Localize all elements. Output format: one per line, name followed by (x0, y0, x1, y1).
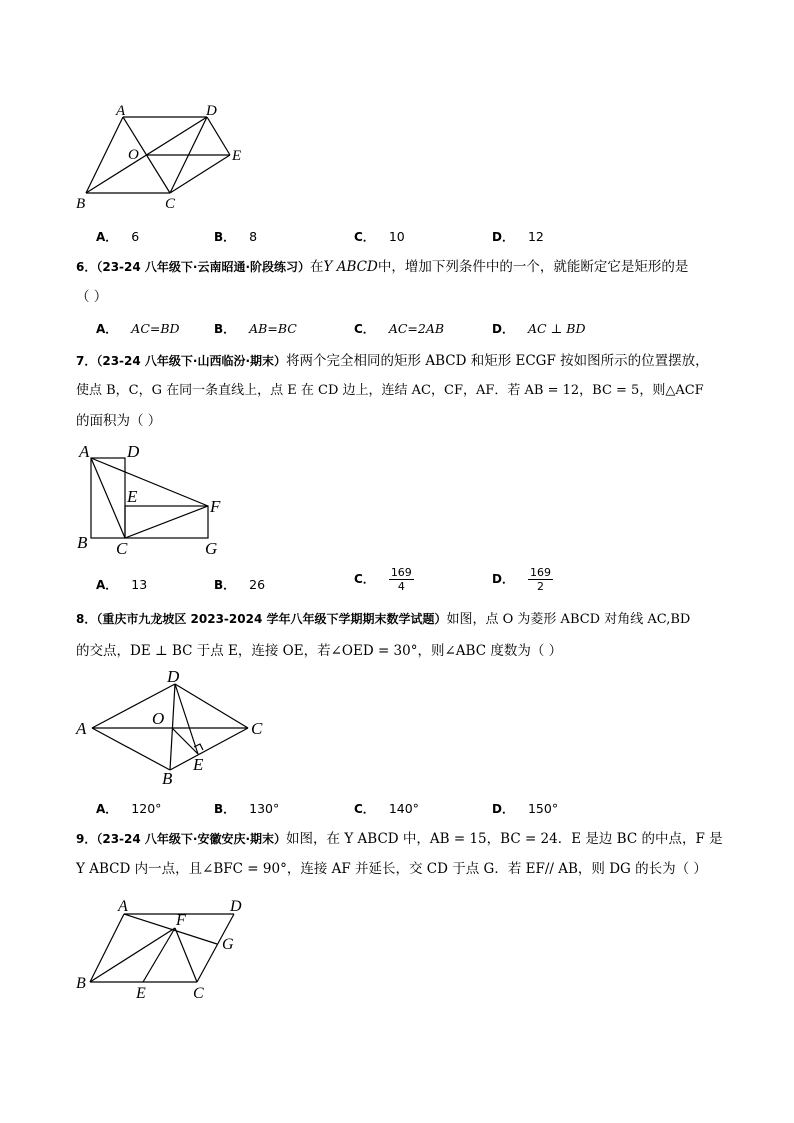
label-D: D (127, 442, 140, 461)
q8-number: 8． (76, 612, 97, 626)
q5-option-d[interactable]: D． 12 (492, 229, 544, 244)
q7-option-c[interactable]: C． $\frac{169}{4}$ (354, 566, 412, 593)
label-G: G (205, 539, 218, 558)
q6-source: （23-24 八年级下·云南昭通·阶段练习） (96, 260, 311, 274)
q7-option-d-fraction: $\frac{169}{2}$ (529, 566, 551, 593)
q9-source: （23-24 八年级下·安徽安庆·期末） (96, 832, 287, 846)
figure-q9 (72, 892, 262, 1004)
edge-DC (175, 684, 248, 728)
q5-option-b[interactable]: B． 8 (214, 229, 258, 244)
label-A: A (118, 898, 128, 915)
q7-stem-line2: 使点 B，C，G 在同一条直线上，点 E 在 CD 边上，连结 AC，CF，AF．若 AB = 12，BC = 5，则△ACF (76, 383, 704, 398)
q5-option-a[interactable]: A． 6 (96, 229, 140, 244)
q8-option-a[interactable]: A． 120° (96, 801, 162, 816)
q6-option-a[interactable]: A． AC=BD (96, 321, 180, 336)
label-D: D (167, 668, 180, 686)
seg-AG (124, 914, 217, 944)
label-C: C (193, 985, 204, 1002)
q6-option-d[interactable]: D． AC ⊥ BD (492, 321, 586, 336)
q6-answer-paren: （ ） (76, 289, 108, 305)
q7-option-d[interactable]: D． $\frac{169}{2}$ (492, 566, 551, 593)
label-D: D (206, 103, 217, 119)
label-C: C (116, 539, 128, 558)
q8-source: （重庆市九龙坡区 2023-2024 学年八年级下学期期末数学试题） (96, 612, 447, 626)
label-F: F (176, 912, 186, 929)
q7-stem-line3: 的面积为（ ） (76, 413, 162, 429)
label-A: A (76, 719, 87, 738)
seg-EF (143, 928, 175, 982)
q6-number: 6． (76, 260, 97, 274)
q7-option-a[interactable]: A． 13 (96, 577, 148, 592)
q6-shape: Y ABCD (323, 259, 378, 275)
edge-DE (207, 117, 230, 155)
figure-q5 (70, 98, 260, 216)
seg-DE (175, 684, 198, 754)
label-O: O (152, 709, 165, 728)
q8-option-b[interactable]: B． 130° (214, 801, 280, 816)
figure-q7 (72, 440, 242, 560)
label-B: B (76, 975, 86, 992)
q7-stem-line1: 7．（23-24 八年级下·山西临汾·期末）将两个完全相同的矩形 ABCD 和矩形 ECGF 按如图所示的位置摆放， (76, 353, 709, 369)
q8-stem-line1: 8．（重庆市九龙坡区 2023-2024 学年八年级下学期期末数学试题）如图，点 O 为菱形 ABCD 对角线 AC,BD (76, 612, 691, 627)
q9-stem-line1: 9．（23-24 八年级下·安徽安庆·期末）如图，在 Y ABCD 中，AB = 15，BC = 24．E 是边 BC 的中点，F 是 (76, 831, 723, 847)
figure-q8 (72, 668, 272, 786)
label-F: F (210, 497, 221, 516)
edge-AB (92, 728, 170, 770)
label-E: E (232, 148, 242, 164)
q6-option-b[interactable]: B． AB=BC (214, 321, 297, 336)
q8-stem-line2: 的交点，DE ⊥ BC 于点 E，连接 OE，若∠OED = 30°，则∠ABC 度数为（ ） (76, 643, 563, 659)
q7-source: （23-24 八年级下·山西临汾·期末） (96, 354, 287, 368)
seg-BF (90, 928, 175, 982)
q9-number: 9． (76, 832, 97, 846)
label-A: A (116, 103, 126, 119)
label-B: B (77, 533, 88, 552)
q6-option-c[interactable]: C． AC=2AB (354, 321, 445, 336)
label-E: E (136, 985, 146, 1002)
label-D: D (230, 898, 242, 915)
label-A: A (79, 442, 90, 461)
q6-stem-line1: 6．（23-24 八年级下·云南昭通·阶段练习）在Y ABCD中，增加下列条件中的一个，就能断定它是矩形的是 (76, 259, 689, 275)
label-G: G (222, 936, 234, 953)
label-B: B (76, 196, 86, 212)
q7-option-c-fraction: $\frac{169}{4}$ (390, 566, 412, 593)
q5-option-c[interactable]: C． 10 (354, 229, 405, 244)
q7-option-b[interactable]: B． 26 (214, 577, 266, 592)
q7-number: 7． (76, 354, 97, 368)
edge-BC (170, 728, 248, 770)
label-B: B (162, 769, 173, 786)
q9-stem-line2: Y ABCD 内一点，且∠BFC = 90°，连接 AF 并延长，交 CD 于点 G．若 EF// AB，则 DG 的长为（ ） (76, 861, 707, 877)
seg-CF (125, 506, 208, 538)
label-C: C (251, 719, 263, 738)
label-C: C (165, 196, 176, 212)
label-E: E (127, 487, 138, 506)
label-O: O (128, 147, 139, 163)
q8-option-c[interactable]: C． 140° (354, 801, 419, 816)
q8-option-d[interactable]: D． 150° (492, 801, 559, 816)
diag-BD (170, 684, 175, 770)
label-E: E (193, 755, 204, 774)
